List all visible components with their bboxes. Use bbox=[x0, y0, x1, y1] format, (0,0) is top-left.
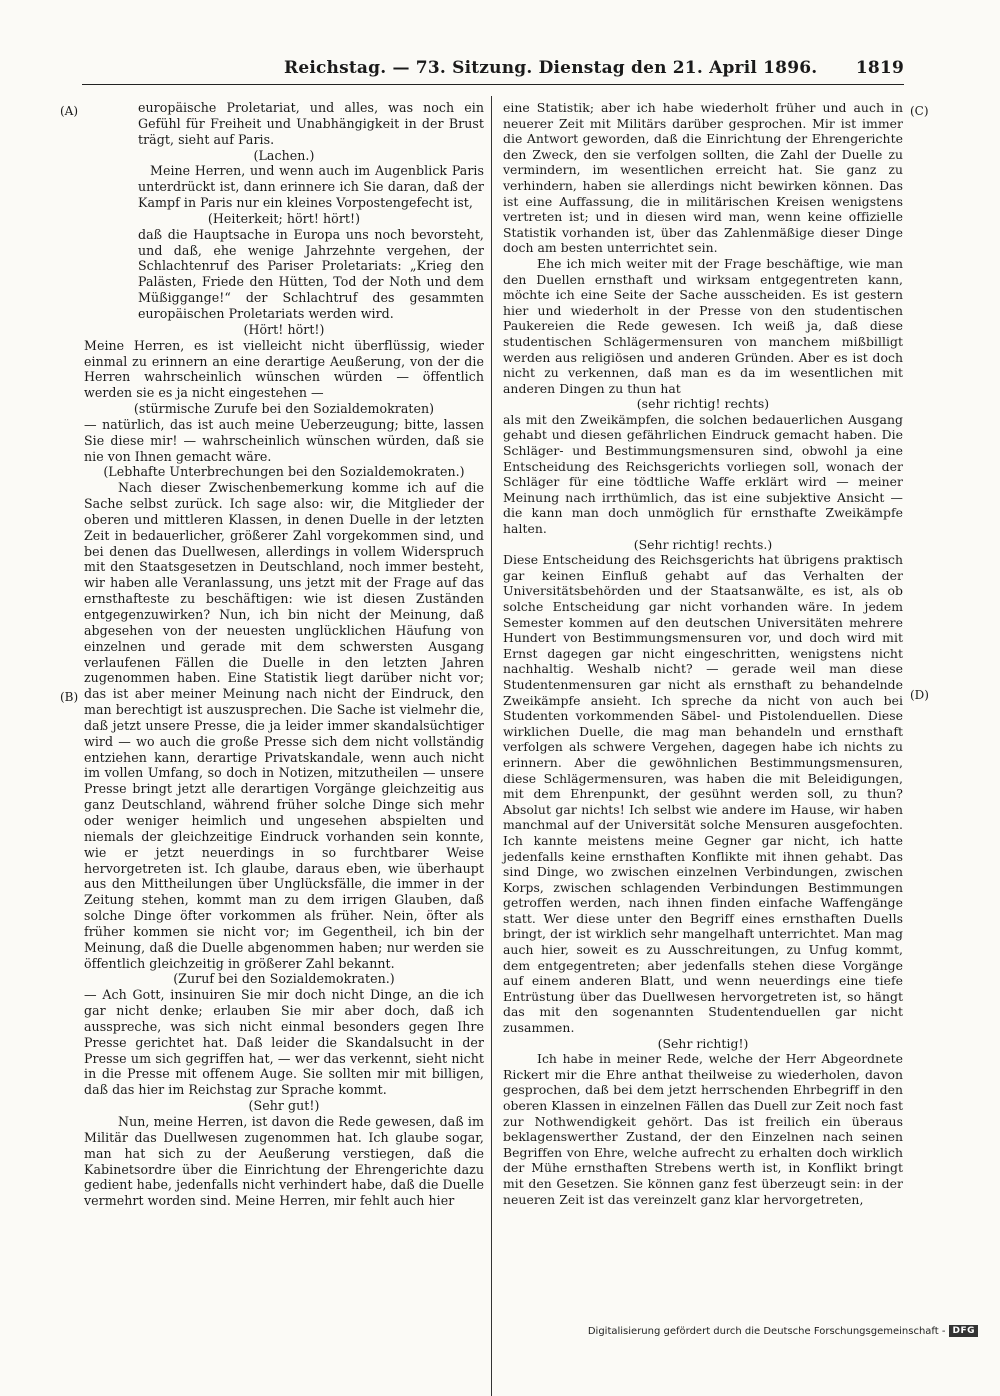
interjection: (Sehr gut!) bbox=[248, 1098, 320, 1114]
interjection: (stürmische Zurufe bei den Sozialdemokraten) bbox=[133, 401, 435, 417]
header-rule bbox=[82, 84, 904, 85]
interjection: (Lachen.) bbox=[253, 147, 315, 163]
paragraph: Nun, meine Herren, ist davon die Rede gewesen, daß im Militär das Duellwesen zugenommen hat. Ich glaube sogar, man hat sich zu der Aeußerung verstiegen, daß die Kabinetsordre über die Einrichtung der Ehrengerichte dazu gedient habe, jedenfalls nicht verhindert habe, daß die Duelle vermehrt worden sind. Meine Herren, mir fehlt auch hier bbox=[84, 1114, 484, 1209]
interjection: (Lebhafte Unterbrechungen bei den Sozialdemokraten.) bbox=[103, 464, 465, 480]
right-column bbox=[503, 100, 903, 1207]
paragraph: Ich habe in meiner Rede, welche der Herr Abgeordnete Rickert mir die Ehre anthat theilweise zu wiederholen, davon gesprochen, daß bei dem jetzt herrschenden Ehrbegriff in den oberen Klassen in einzelnen Fällen das Duell zur Zeit noch fast zur Nothwendigkeit gehört. Das ist freilich ein überaus beklagenswerther Zustand, der den Einzelnen nach seinen Begriffen von Ehre, welche aufrecht zu erhalten doch wirklich der Mühe ernsthaften Strebens werth ist, in Konflikt bringt mit den Gesetzen. Sie können ganz fest überzeugt sein: in der neueren Zeit ist das vereinzelt ganz klar hervorgetreten, bbox=[503, 1051, 903, 1207]
footer bbox=[588, 1323, 978, 1339]
paragraph: Meine Herren, und wenn auch im Augenblick Paris unterdrückt ist, dann erinnere ich Sie daran, daß der Kampf in Paris nur ein kleines Vorpostengefecht ist, bbox=[138, 163, 484, 211]
paragraph: Diese Entscheidung des Reichsgerichts hat übrigens praktisch gar keinen Einfluß gehabt auf das Verhalten der Universitätsbehörden und der Staatsanwälte, es ist, als ob solche Entscheidung gar nicht vorhanden wäre. In jedem Semester kommen auf den deutschen Universitäten mehrere Hundert von Bestimmungsmensuren vor, und doch wird mit Ernst dagegen gar nicht eingeschritten, wenigstens nicht nachhaltig. Weshalb nicht? — gerade weil man diese Studentenmensuren gar nicht als ernsthaft zu behandelnde Zweikämpfe ansieht. Ich spreche da nicht von auch bei Studenten vorkommenden Säbel- und Pistolenduellen. Diese wirklichen Duelle, die mag man behandeln und ernsthaft verfolgen als schwere Vergehen, dagegen habe ich nichts zu erinnern. Aber die gewöhnlichen Bestimmungsmensuren, diese Schlägermensuren, was haben die mit Beleidigungen, mit dem Ehrenpunkt, der gesühnt werden soll, zu thun? Absolut gar nichts! Ich selbst wie andere im Hause, wir haben manchmal auf der Universität solche Mensuren ausgefochten. Ich kannte meistens meine Gegner gar nicht, ich hatte jedenfalls keine ernsthaften Konflikte mit ihnen gehabt. Das sind Dinge, wo zwischen einzelnen Verbindungen, zwischen Korps, zwischen schlagenden Verbindungen Bestimmungen getroffen werden, nach ihnen finden einfache Waffengänge statt. Wer diese unter den Begriff eines ernsthaften Duells bringt, der ist wirklich sehr mangelhaft unterrichtet. Man mag auch hier, soweit es zu Ausschreitungen, zu Unfug kommt, dem entgegentreten; aber jedenfalls stehen diese Vorgänge auf einem anderen Blatt, und wenn neuerdings eine tiefe Entrüstung über das Duellwesen hervorgetreten ist, so hängt das mit den sogenannten Studentenduellen gar nicht zusammen. bbox=[503, 552, 903, 1036]
interjection: (sehr richtig! rechts) bbox=[636, 396, 770, 412]
footer-text: Digitalisierung gefördert durch die Deutsche Forschungsgemeinschaft - bbox=[587, 1325, 946, 1337]
paragraph: Nach dieser Zwischenbemerkung komme ich auf die Sache selbst zurück. Ich sage also: wir, die Mitglieder der oberen und mittleren Klassen, in denen Duelle in der letzten Zeit in bedauerlicher, größerer Zahl vorgekommen sind, und bei denen das Duellwesen, allerdings in vollem Widerspruch mit den Staatsgesetzen in Deutschland, noch immer besteht, wir haben alle Veranlassung, uns jetzt mit der Frage auf das ernsthafteste zu beschäftigen: wie ist diesen Zuständen entgegenzuwirken? Nun, ich bin nicht der Meinung, daß abgesehen von der neuesten unglücklichen Häufung von einzelnen und gerade mit dem schwersten Ausgang verlaufenen Fällen die Duelle in den letzten Jahren zugenommen haben. Eine Statistik liegt darüber nicht vor; das ist aber meiner Meinung nach nicht der Eindruck, den man berechtigt ist auszusprechen. Die Sache ist vielmehr die, daß jetzt unsere Presse, die ja leider immer skandalsüchtiger wird — wo auch die große Presse sich dem nicht vollständig entziehen kann, derartige Privatskandale, wenn auch nicht im vollen Umfang, so doch in Notizen, mitzutheilen — unsere Presse bringt jetzt alle derartigen Vorgänge gleichzeitig aus ganz Deutschland, während früher solche Dinge sich mehr oder weniger heimlich und ungesehen abspielten und niemals der gleichzeitige Eindruck vorhanden sein konnte, wie er jetzt neuerdings in so furchtbarer Weise hervorgetreten ist. Ich glaube, daraus eben, wie überhaupt aus den Mittheilungen über Unglücksfälle, die immer in der Zeitung stehen, kommt man zu dem irrigen Glauben, daß solche Dinge öfter vorkommen als früher. Nein, öfter als früher kommen sie nicht vor; im Gegentheil, ich bin der Meinung, daß die Duelle abgenommen haben; nur werden sie öffentlich gleichzeitig in größerer Zahl bekannt. bbox=[84, 480, 484, 971]
interjection: (Sehr richtig! rechts.) bbox=[633, 536, 773, 552]
paragraph: Meine Herren, es ist vielleicht nicht überflüssig, wieder einmal zu erinnern an eine derartige Aeußerung, von der die Herren wahrscheinlich wünschen würden — öffentlich werden sie es ja nicht eingestehen — bbox=[84, 337, 484, 401]
paragraph: als mit den Zweikämpfen, die solchen bedauerlichen Ausgang gehabt und diesen gefährlichen Eindruck gemacht haben. Die Schläger- und Bestimmungsmensuren sind, obwohl ja eine Entscheidung des Reichsgerichts vorliegen soll, wonach der Schläger für eine tödtliche Waffe erklärt wird — meiner Meinung nach irrthümlich, das ist eine subjektive Ansicht — die kann man doch unmöglich für ernsthafte Zweikämpfe halten. bbox=[503, 411, 903, 537]
interjection: (Hört! hört!) bbox=[243, 321, 325, 337]
interjection: (Zuruf bei den Sozialdemokraten.) bbox=[173, 971, 395, 987]
paragraph: daß die Hauptsache in Europa uns noch bevorsteht, und daß, ehe wenige Jahrzehnte vergehen, der Schlachtenruf des Pariser Proletariats: „Krieg den Palästen, Friede den Hütten, Tod der Noth und dem Müßiggange!“ der Schlachtruf des gesammten europäischen Proletariats werden wird. bbox=[138, 226, 484, 321]
page-title: Reichstag. — 73. Sitzung. Dienstag den 21. April 1896. bbox=[284, 58, 818, 78]
paragraph: Ehe ich mich weiter mit der Frage beschäftige, wie man den Duellen ernsthaft und wirksam entgegentreten kann, möchte ich eine Seite der Sache ausscheiden. Es ist gestern hier und wiederholt in der Presse von den studentischen Paukereien die Rede gewesen. Ich weiß ja, daß diese studentischen Schlägermensuren von manchem mißbilligt werden aus religiösen und anderen Gründen. Aber es ist doch nicht zu verkennen, daß man es da im wesentlichen mit anderen Dingen zu thun hat bbox=[503, 255, 903, 396]
paragraph: — natürlich, das ist auch meine Ueberzeugung; bitte, lassen Sie diese mir! — wahrscheinlich wünschen würden, daß sie nie von Ihnen gemacht wäre. bbox=[84, 416, 484, 464]
margin-marker-a: (A) bbox=[60, 104, 79, 118]
dfg-logo: DFG bbox=[949, 1325, 978, 1337]
paragraph: — Ach Gott, insinuiren Sie mir doch nicht Dinge, an die ich gar nicht denke; erlauben Sie mir aber doch, daß ich ausspreche, was sich nicht einmal besonders gegen Ihre Presse gerichtet hat. Daß leider die Skandalsucht in der Presse um sich gegriffen hat, — wer das verkennt, sieht nicht in die Presse mit offenem Auge. Sie sollten mir mit billigen, daß das hier im Reichstag zur Sprache kommt. bbox=[84, 987, 484, 1098]
column-divider bbox=[491, 96, 492, 1396]
left-column bbox=[84, 100, 484, 1209]
margin-marker-c: (C) bbox=[910, 104, 929, 118]
interjection: (Heiterkeit; hört! hört!) bbox=[207, 210, 361, 226]
margin-marker-d: (D) bbox=[910, 688, 929, 702]
interjection: (Sehr richtig!) bbox=[657, 1035, 749, 1051]
paragraph: eine Statistik; aber ich habe wiederholt früher und auch in neuerer Zeit mit Militärs darüber gesprochen. Mir ist immer die Antwort geworden, daß die Einrichtung der Ehrengerichte den Zweck, den sie verfolgen sollten, die Zahl der Duelle zu vermindern, im wesentlichen erreicht hat. Sie ganz zu verhindern, haben sie allerdings nicht bewirken können. Das ist eine Auffassung, die in militärischen Kreisen wenigstens vertreten ist; und in diesen wird man, wenn keine offizielle Statistik vorhanden ist, über das Zahlenmäßige dieser Dinge doch am besten unterrichtet sein. bbox=[503, 100, 903, 256]
page-number: 1819 bbox=[855, 58, 904, 78]
page-header bbox=[284, 58, 904, 80]
margin-marker-b: (B) bbox=[60, 690, 79, 704]
paragraph: europäische Proletariat, und alles, was noch ein Gefühl für Freiheit und Unabhängigkeit in der Brust trägt, sieht auf Paris. bbox=[138, 100, 484, 147]
